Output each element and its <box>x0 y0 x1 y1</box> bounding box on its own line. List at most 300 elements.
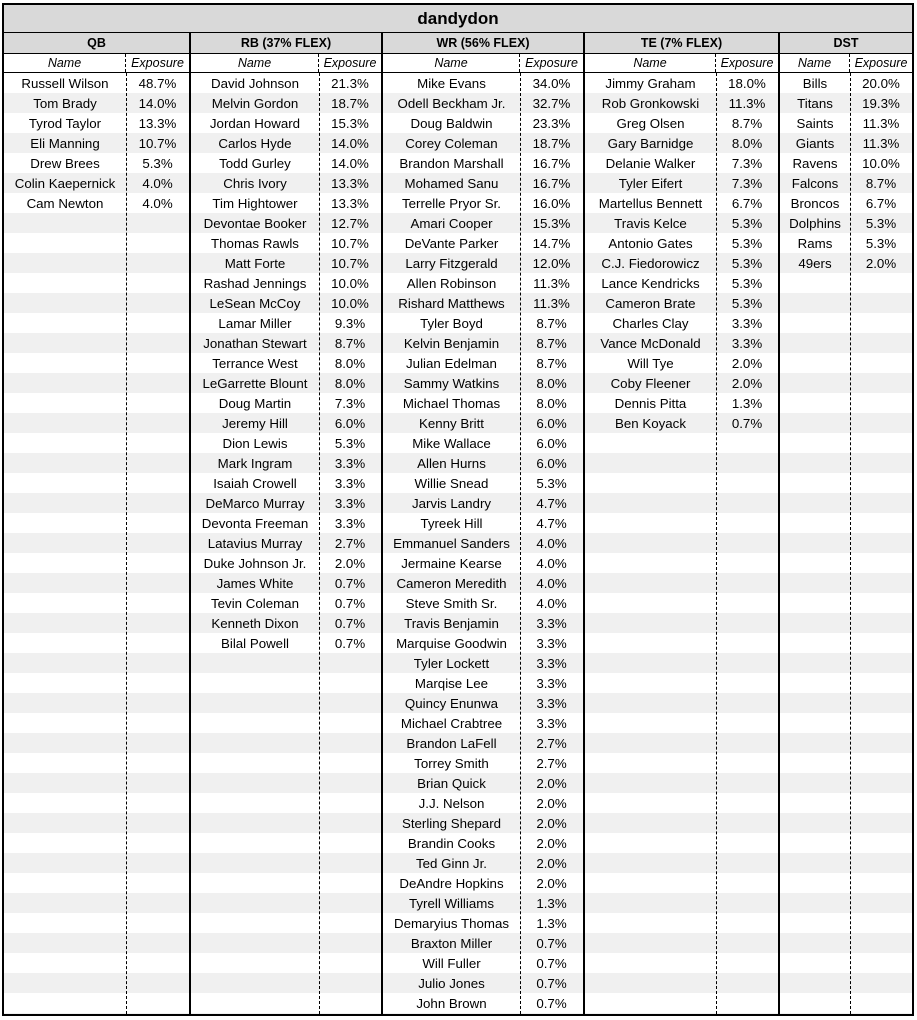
player-exposure: 5.3% <box>865 215 897 231</box>
player-row <box>383 593 583 613</box>
player-row <box>780 193 912 213</box>
player-row <box>383 373 583 393</box>
player-exposure: 12.7% <box>331 215 369 231</box>
player-exposure: 8.0% <box>334 375 366 391</box>
position-header-qb: QB <box>4 33 189 54</box>
player-row <box>191 173 381 193</box>
player-list <box>383 73 583 1014</box>
player-exposure: 0.7% <box>334 575 366 591</box>
player-name: Isaiah Crowell <box>213 475 297 491</box>
player-name: Eli Manning <box>30 135 100 151</box>
player-name: Jarvis Landry <box>411 495 492 511</box>
player-name: C.J. Fiedorowicz <box>601 255 700 271</box>
position-column-dst <box>780 33 912 1014</box>
player-row <box>191 253 381 273</box>
player-name: Kenneth Dixon <box>211 615 299 631</box>
player-name: Thomas Rawls <box>211 235 299 251</box>
player-name: Tevin Coleman <box>211 595 299 611</box>
player-name: Rashad Jennings <box>203 275 307 291</box>
player-row <box>191 73 381 93</box>
player-name: Drew Brees <box>30 155 100 171</box>
position-header-te: TE (7% FLEX) <box>585 33 778 54</box>
player-row <box>780 173 912 193</box>
player-exposure: 3.3% <box>334 495 366 511</box>
player-exposure: 15.3% <box>331 115 369 131</box>
player-exposure: 0.7% <box>536 935 567 951</box>
player-row <box>191 373 381 393</box>
player-exposure: 11.3% <box>728 95 766 111</box>
player-name: James White <box>216 575 294 591</box>
player-exposure: 20.0% <box>862 75 900 91</box>
player-name: Bills <box>802 75 828 91</box>
player-exposure: 14.0% <box>331 135 369 151</box>
player-exposure: 4.7% <box>536 515 567 531</box>
player-name: Colin Kaepernick <box>14 175 116 191</box>
player-name: Tyreek Hill <box>420 515 483 531</box>
player-row <box>191 453 381 473</box>
player-exposure: 11.3% <box>533 295 570 311</box>
player-exposure: 10.0% <box>331 295 369 311</box>
player-exposure: 3.3% <box>731 335 763 351</box>
player-row <box>585 273 778 293</box>
player-row <box>383 993 583 1013</box>
position-column-rb <box>191 33 383 1014</box>
player-exposure: 2.0% <box>536 835 567 851</box>
player-exposure: 5.3% <box>731 215 763 231</box>
player-row <box>383 873 583 893</box>
player-row <box>383 673 583 693</box>
player-name: Braxton Miller <box>410 935 493 951</box>
player-exposure: 2.0% <box>334 555 366 571</box>
position-column-te <box>585 33 780 1014</box>
player-exposure: 14.7% <box>532 235 571 251</box>
player-name: Jeremy Hill <box>222 415 288 431</box>
player-row <box>191 213 381 233</box>
player-row <box>383 913 583 933</box>
player-row <box>585 133 778 153</box>
player-row <box>383 793 583 813</box>
player-row <box>4 73 189 93</box>
player-name: Terrance West <box>212 355 298 371</box>
player-row <box>585 253 778 273</box>
exposure-column-header: Exposure <box>525 56 578 70</box>
player-name: Tom Brady <box>33 95 97 111</box>
player-row <box>191 233 381 253</box>
player-row <box>585 373 778 393</box>
player-exposure: 5.3% <box>731 295 763 311</box>
position-header-wr: WR (56% FLEX) <box>383 33 583 54</box>
player-exposure: 3.3% <box>334 455 366 471</box>
player-exposure: 19.3% <box>862 95 900 111</box>
player-exposure: 6.0% <box>536 435 567 451</box>
player-exposure: 13.3% <box>138 115 177 131</box>
player-name: Jonathan Stewart <box>203 335 307 351</box>
player-exposure: 21.3% <box>331 75 369 91</box>
player-exposure: 3.3% <box>536 675 567 691</box>
player-row <box>191 613 381 633</box>
player-name: Allen Robinson <box>406 275 497 291</box>
player-name: Brandon Marshall <box>399 155 504 171</box>
player-row <box>383 293 583 313</box>
player-row <box>780 113 912 133</box>
player-row <box>585 313 778 333</box>
player-row <box>383 113 583 133</box>
player-name: Titans <box>797 95 833 111</box>
player-row <box>383 133 583 153</box>
player-name: Julian Edelman <box>406 355 497 371</box>
player-row <box>4 173 189 193</box>
player-name: Ravens <box>792 155 838 171</box>
player-name: Larry Fitzgerald <box>405 255 498 271</box>
player-exposure: 4.0% <box>536 575 567 591</box>
player-row <box>383 213 583 233</box>
player-exposure: 0.7% <box>334 595 366 611</box>
player-name: Tyler Lockett <box>413 655 490 671</box>
player-row <box>383 753 583 773</box>
player-row <box>191 353 381 373</box>
player-row <box>383 613 583 633</box>
player-name: Michael Crabtree <box>400 715 503 731</box>
player-name: Will Fuller <box>422 955 481 971</box>
player-row <box>191 573 381 593</box>
player-row <box>191 633 381 653</box>
player-exposure: 9.3% <box>334 315 366 331</box>
player-exposure: 15.3% <box>532 215 571 231</box>
player-row <box>780 233 912 253</box>
player-name: Tim Hightower <box>212 195 298 211</box>
player-exposure: 4.0% <box>142 175 173 191</box>
player-name: Torrey Smith <box>414 755 489 771</box>
player-row <box>383 493 583 513</box>
player-row <box>585 113 778 133</box>
player-row <box>585 393 778 413</box>
player-name: Rob Gronkowski <box>601 95 700 111</box>
player-name: DeMarco Murray <box>205 495 305 511</box>
player-exposure: 2.0% <box>536 875 567 891</box>
player-name: Gary Barnidge <box>607 135 694 151</box>
player-exposure: 11.3% <box>533 275 570 291</box>
player-exposure: 5.3% <box>865 235 897 251</box>
player-list <box>585 73 778 1014</box>
player-row <box>383 253 583 273</box>
player-exposure: 3.3% <box>536 615 567 631</box>
player-exposure: 4.7% <box>536 495 567 511</box>
player-row <box>191 333 381 353</box>
player-name: Carlos Hyde <box>218 135 292 151</box>
player-exposure: 2.0% <box>731 375 763 391</box>
player-exposure: 14.0% <box>331 155 369 171</box>
player-exposure: 6.0% <box>536 415 567 431</box>
player-name: Travis Benjamin <box>404 615 499 631</box>
player-row <box>585 153 778 173</box>
position-header-dst: DST <box>780 33 912 54</box>
column-subheader <box>383 54 583 73</box>
player-name: Duke Johnson Jr. <box>203 555 307 571</box>
player-row <box>585 293 778 313</box>
player-exposure: 8.7% <box>865 175 897 191</box>
player-exposure: 10.7% <box>138 135 177 151</box>
player-name: Ted Ginn Jr. <box>416 855 487 871</box>
player-name: Travis Kelce <box>614 215 687 231</box>
player-name: Brian Quick <box>417 775 486 791</box>
player-name: Cameron Meredith <box>396 575 507 591</box>
player-name: Lamar Miller <box>218 315 292 331</box>
player-exposure: 4.0% <box>536 595 567 611</box>
exposure-column-header: Exposure <box>131 56 184 70</box>
player-exposure: 10.0% <box>862 155 900 171</box>
player-name: Julio Jones <box>418 975 485 991</box>
player-name: 49ers <box>798 255 832 271</box>
player-name: Corey Coleman <box>405 135 498 151</box>
player-name: David Johnson <box>211 75 299 91</box>
position-column-wr <box>383 33 585 1014</box>
player-row <box>383 953 583 973</box>
player-name: Martellus Bennett <box>598 195 703 211</box>
player-row <box>4 153 189 173</box>
player-name: Saints <box>796 115 834 131</box>
player-row <box>383 153 583 173</box>
player-exposure: 3.3% <box>536 695 567 711</box>
player-exposure: 1.3% <box>536 895 567 911</box>
player-name: LeGarrette Blount <box>202 375 308 391</box>
player-name: Emmanuel Sanders <box>393 535 510 551</box>
player-exposure: 5.3% <box>731 255 763 271</box>
player-exposure: 5.3% <box>731 275 763 291</box>
player-row <box>383 893 583 913</box>
player-exposure: 8.0% <box>334 355 366 371</box>
player-exposure: 18.0% <box>728 75 766 91</box>
player-name: Giants <box>795 135 835 151</box>
player-row <box>191 113 381 133</box>
player-name: Tyrell Williams <box>409 895 494 911</box>
player-exposure: 2.0% <box>865 255 897 271</box>
player-exposure: 0.7% <box>731 415 763 431</box>
player-row <box>383 413 583 433</box>
player-row <box>585 193 778 213</box>
player-exposure: 16.7% <box>532 175 571 191</box>
player-exposure: 12.0% <box>532 255 571 271</box>
player-name: Odell Beckham Jr. <box>397 95 506 111</box>
player-row <box>4 133 189 153</box>
player-row <box>191 533 381 553</box>
player-name: Dolphins <box>789 215 841 231</box>
player-exposure: 14.0% <box>138 95 177 111</box>
player-name: J.J. Nelson <box>418 795 485 811</box>
player-name: Greg Olsen <box>616 115 685 131</box>
player-name: Brandon LaFell <box>406 735 497 751</box>
player-exposure: 23.3% <box>532 115 571 131</box>
player-exposure: 11.3% <box>862 115 900 131</box>
sheet-title: dandydon <box>4 5 912 33</box>
player-exposure: 3.3% <box>536 635 567 651</box>
player-name: Dennis Pitta <box>614 395 687 411</box>
player-exposure: 10.7% <box>331 255 369 271</box>
player-exposure: 2.0% <box>536 855 567 871</box>
player-row <box>191 93 381 113</box>
player-exposure: 3.3% <box>731 315 763 331</box>
player-exposure: 5.3% <box>334 435 366 451</box>
player-row <box>585 173 778 193</box>
player-exposure: 2.0% <box>536 795 567 811</box>
player-name: Willie Snead <box>414 475 489 491</box>
player-name: Jermaine Kearse <box>401 555 502 571</box>
player-exposure: 5.3% <box>536 475 567 491</box>
player-name: Tyler Boyd <box>420 315 483 331</box>
player-row <box>191 313 381 333</box>
player-row <box>383 313 583 333</box>
player-exposure: 4.0% <box>536 555 567 571</box>
player-exposure: 2.0% <box>536 815 567 831</box>
column-subheader <box>4 54 189 73</box>
player-name: Russell Wilson <box>21 75 109 91</box>
player-name: Falcons <box>791 175 839 191</box>
player-name: John Brown <box>416 995 487 1011</box>
player-exposure: 5.3% <box>731 235 763 251</box>
player-row <box>191 153 381 173</box>
player-name: Cam Newton <box>26 195 104 211</box>
player-row <box>383 813 583 833</box>
name-column-header: Name <box>4 54 126 72</box>
player-name: Marquise Goodwin <box>396 635 507 651</box>
player-name: Kelvin Benjamin <box>403 335 500 351</box>
player-name: Jimmy Graham <box>605 75 696 91</box>
player-name: DeVante Parker <box>404 235 499 251</box>
exposure-sheet <box>2 3 914 1016</box>
player-row <box>383 473 583 493</box>
player-name: Ben Koyack <box>615 415 686 431</box>
player-exposure: 3.3% <box>536 655 567 671</box>
player-name: Terrelle Pryor Sr. <box>401 195 501 211</box>
player-exposure: 8.7% <box>536 315 567 331</box>
player-exposure: 2.7% <box>536 735 567 751</box>
player-row <box>780 133 912 153</box>
player-exposure: 0.7% <box>334 635 366 651</box>
player-row <box>780 253 912 273</box>
player-row <box>383 833 583 853</box>
player-row <box>585 213 778 233</box>
player-name: Quincy Enunwa <box>404 695 499 711</box>
player-exposure: 6.0% <box>536 455 567 471</box>
player-exposure: 10.0% <box>331 275 369 291</box>
player-exposure: 2.0% <box>536 775 567 791</box>
player-exposure: 6.7% <box>731 195 763 211</box>
player-exposure: 8.0% <box>731 135 763 151</box>
player-exposure: 13.3% <box>331 175 369 191</box>
player-row <box>191 493 381 513</box>
player-list <box>780 73 912 1014</box>
player-row <box>383 453 583 473</box>
exposure-column-header: Exposure <box>854 56 908 70</box>
player-name: Doug Baldwin <box>410 115 493 131</box>
player-exposure: 7.3% <box>334 395 366 411</box>
player-exposure: 8.0% <box>536 375 567 391</box>
player-row <box>191 393 381 413</box>
player-row <box>383 693 583 713</box>
player-exposure: 16.0% <box>532 195 571 211</box>
player-name: Antonio Gates <box>608 235 693 251</box>
player-exposure: 10.7% <box>331 235 369 251</box>
player-row <box>191 133 381 153</box>
player-exposure: 34.0% <box>532 75 571 91</box>
position-columns <box>4 33 912 1014</box>
column-subheader <box>780 54 912 73</box>
player-row <box>383 853 583 873</box>
name-column-header: Name <box>191 54 319 72</box>
player-name: Chris Ivory <box>223 175 287 191</box>
player-exposure: 48.7% <box>138 75 177 91</box>
player-exposure: 3.3% <box>334 475 366 491</box>
player-exposure: 1.3% <box>731 395 763 411</box>
player-exposure: 0.7% <box>536 975 567 991</box>
player-name: Rishard Matthews <box>398 295 505 311</box>
player-name: Michael Thomas <box>402 395 501 411</box>
player-row <box>383 173 583 193</box>
player-name: Dion Lewis <box>222 435 288 451</box>
player-exposure: 18.7% <box>331 95 369 111</box>
player-row <box>383 353 583 373</box>
player-exposure: 4.0% <box>142 195 173 211</box>
player-name: Melvin Gordon <box>211 95 299 111</box>
player-row <box>383 73 583 93</box>
player-row <box>383 573 583 593</box>
player-name: Rams <box>797 235 833 251</box>
player-exposure: 13.3% <box>331 195 369 211</box>
player-row <box>191 413 381 433</box>
player-row <box>383 433 583 453</box>
player-row <box>383 733 583 753</box>
player-row <box>191 433 381 453</box>
player-row <box>383 333 583 353</box>
player-row <box>383 233 583 253</box>
player-row <box>191 513 381 533</box>
player-row <box>191 193 381 213</box>
player-row <box>383 393 583 413</box>
player-row <box>383 513 583 533</box>
player-row <box>4 193 189 213</box>
player-row <box>383 533 583 553</box>
player-exposure: 18.7% <box>532 135 571 151</box>
player-exposure: 16.7% <box>532 155 571 171</box>
player-row <box>780 153 912 173</box>
player-exposure: 8.7% <box>334 335 366 351</box>
player-list <box>191 73 381 1014</box>
player-name: Amari Cooper <box>410 215 493 231</box>
player-name: Latavius Murray <box>207 535 303 551</box>
player-row <box>383 933 583 953</box>
player-exposure: 32.7% <box>532 95 571 111</box>
player-exposure: 8.7% <box>536 335 567 351</box>
player-name: Steve Smith Sr. <box>405 595 498 611</box>
player-row <box>191 273 381 293</box>
player-name: Mark Ingram <box>217 455 293 471</box>
player-exposure: 11.3% <box>862 135 900 151</box>
player-exposure: 5.3% <box>142 155 173 171</box>
player-row <box>585 73 778 93</box>
player-exposure: 1.3% <box>536 915 567 931</box>
player-row <box>780 93 912 113</box>
player-exposure: 3.3% <box>334 515 366 531</box>
player-name: Tyler Eifert <box>618 175 683 191</box>
player-name: Broncos <box>790 195 840 211</box>
player-exposure: 4.0% <box>536 535 567 551</box>
player-name: Bilal Powell <box>221 635 289 651</box>
player-name: LeSean McCoy <box>209 295 301 311</box>
player-exposure: 2.7% <box>536 755 567 771</box>
player-row <box>4 93 189 113</box>
player-row <box>383 653 583 673</box>
player-name: Brandin Cooks <box>407 835 496 851</box>
player-row <box>191 593 381 613</box>
